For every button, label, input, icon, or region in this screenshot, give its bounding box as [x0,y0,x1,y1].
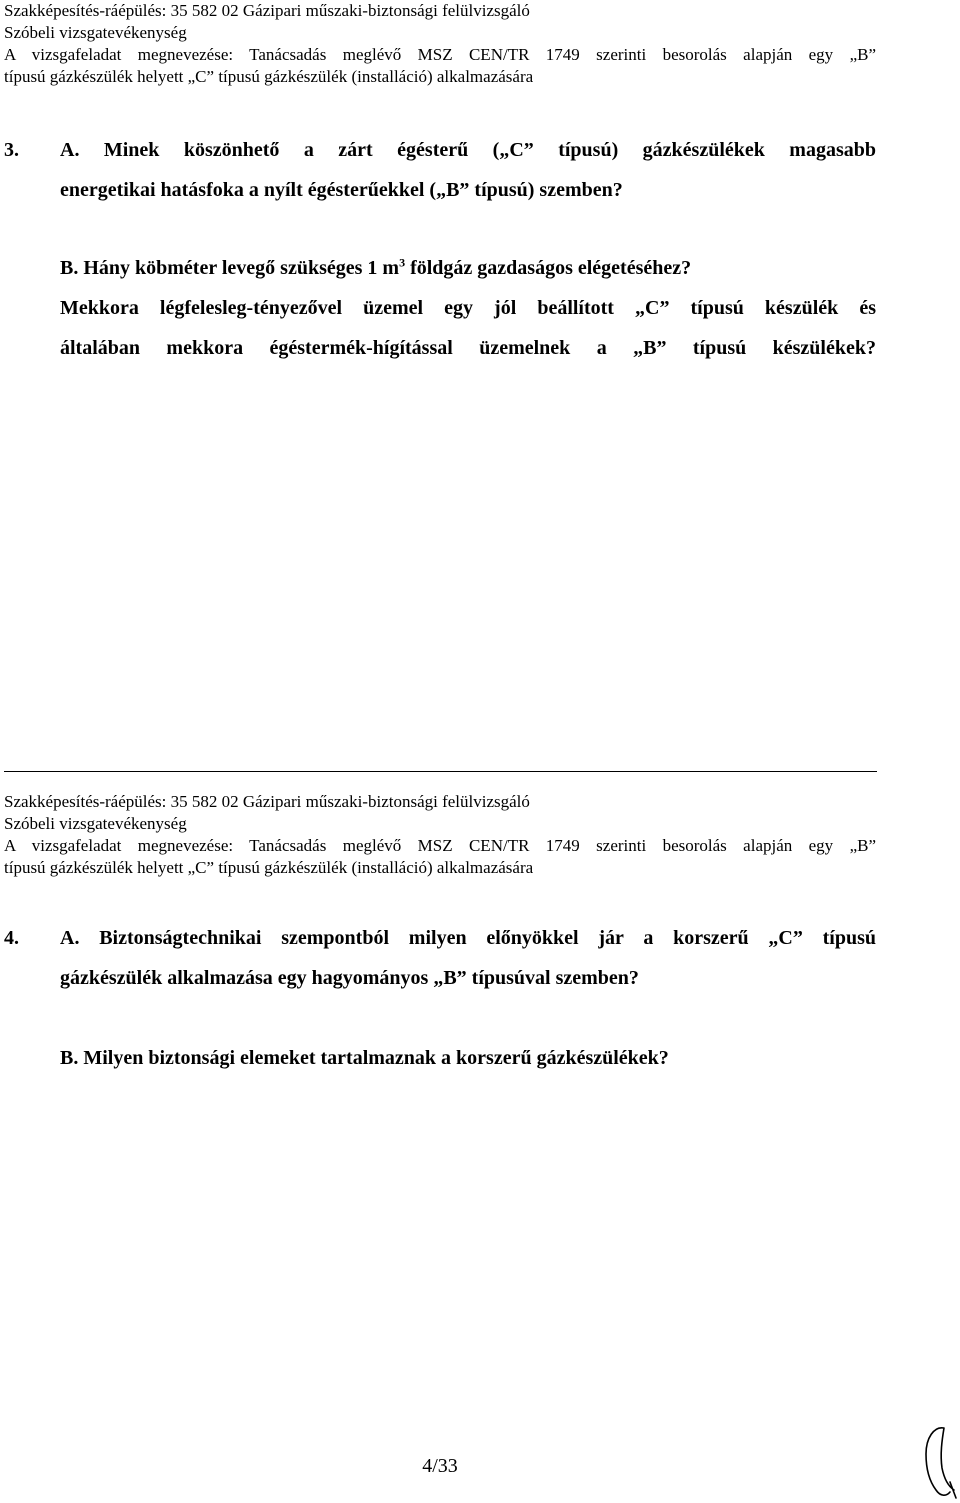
question-3-part-b [4,248,876,368]
header-task-name-cont-2: típusú gázkészülék helyett „C” típusú gázkészülék (installáció) alkalmazására [4,858,534,877]
section-divider [4,771,877,772]
question-4-a-text-1: A. Biztonságtechnikai szempontból milyen előnyökkel jár a korszerű „C” típusú [60,927,876,949]
question-3-number: 3. [4,139,19,161]
question-4-number: 4. [4,927,19,949]
page-header-top [4,0,876,88]
question-3-a-text-1: A. Minek köszönhető a zárt égésterű („C” típusú) gázkészülékek magasabb [60,139,876,161]
header-task-name-cont: típusú gázkészülék helyett „C” típusú gázkészülék (installáció) alkalmazására [4,67,534,86]
question-4-a-line-1 [4,918,876,958]
question-3-a-line-1 [4,130,876,170]
question-4-part-b [4,1038,876,1078]
question-3-b-line-3: általában mekkora égéstermék-hígítással üzemelnek a „B” típusú készülékek? [60,337,876,359]
page-header-second [4,791,876,879]
superscript-3: 3 [399,255,406,270]
header-qualification-2: Szakképesítés-ráépülés: 35 582 02 Gázipari műszaki-biztonsági felülvizsgáló [4,792,530,811]
question-3-b-text-1: B. Hány köbméter levegő szükséges 1 m [60,257,400,279]
header-qualification: Szakképesítés-ráépülés: 35 582 02 Gázipari műszaki-biztonsági felülvizsgáló [4,1,530,20]
question-4-a-line-2: gázkészülék alkalmazása egy hagyományos „B” típusúval szemben? [60,967,639,989]
question-3-part-a [4,130,876,210]
header-task-name: A vizsgafeladat megnevezése: Tanácsadás meglévő MSZ CEN/TR 1749 szerinti besorolás alapján egy „B” [4,45,876,64]
question-3-b-line-2: Mekkora légfelesleg-tényezővel üzemel egy jól beállított „C” típusú készülék és [60,297,876,319]
header-task-name-2: A vizsgafeladat megnevezése: Tanácsadás meglévő MSZ CEN/TR 1749 szerinti besorolás alapján egy „B” [4,836,876,855]
signature-mark [920,1420,958,1500]
page-number: 4/33 [422,1455,458,1477]
question-3-b-line-1 [4,248,876,288]
header-activity: Szóbeli vizsgatevékenység [4,23,187,42]
question-4-part-a [4,918,876,998]
header-activity-2: Szóbeli vizsgatevékenység [4,814,187,833]
question-3-b-text-1-end: földgáz gazdaságos elégetéséhez? [405,257,692,279]
question-4-b-line-1: B. Milyen biztonsági elemeket tartalmaznak a korszerű gázkészülékek? [60,1047,669,1069]
question-3-a-line-2: energetikai hatásfoka a nyílt égésterűekkel („B” típusú) szemben? [60,179,623,201]
